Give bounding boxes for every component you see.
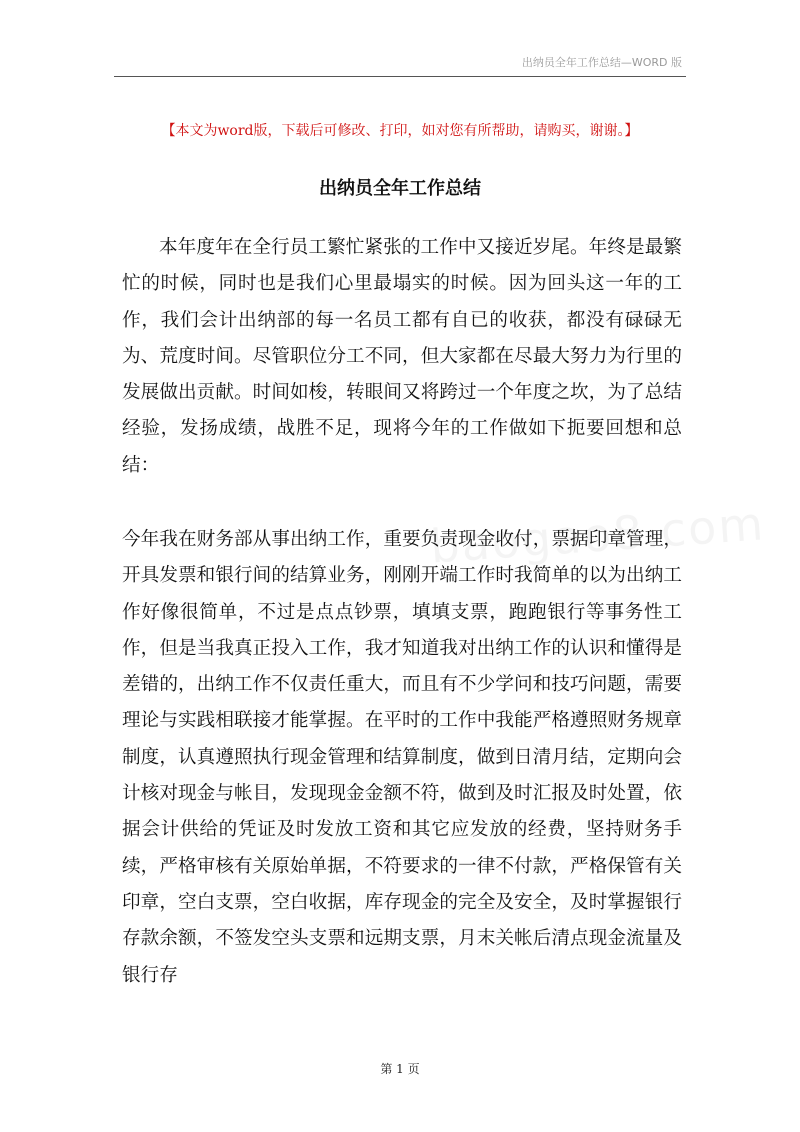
body-paragraph-2: 今年我在财务部从事出纳工作，重要负责现金收付，票据印章管理，开具发票和银行间的结算业务，刚刚开端工作时我简单的以为出纳工作好像很简单，不过是点点钞票，填填支票，跑跑银行等事务性工作，但是当我真正投入工作，我才知道我对出纳工作的认识和懂得是差错的，出纳工作不仅责任重大，而且有不少学问和技巧问题，需要理论与实践相联接才能掌握。在平时的工作中我能严格遵照财务规章制度，认真遵照执行现金管理和结算制度，做到日清月结，定期向会计核对现金与帐目，发现现金金额不符，做到及时汇报及时处置，依据会计供给的凭证及时发放工资和其它应发放的经费，坚持财务手续，严格审核有关原始单据，不符要求的一律不付款，严格保管有关印章，空白支票，空白收据，库存现金的完全及安全，及时掌握银行存款余额，不签发空头支票和远期支票，月末关帐后清点现金流量及银行存 bbox=[122, 529, 682, 986]
purchase-notice: 【本文为word版，下载后可修改、打印，如对您有所帮助，请购买，谢谢。】 bbox=[161, 123, 639, 139]
running-header: 出纳员全年工作总结—WORD 版 bbox=[521, 56, 682, 69]
page-number: 第 1 页 bbox=[380, 1062, 420, 1076]
header-divider bbox=[114, 76, 686, 77]
body-paragraph-1: 本年度年在全行员工繁忙紧张的工作中又接近岁尾。年终是最繁忙的时候，同时也是我们心里最塌实的时候。因为回头这一年的工作，我们会计出纳部的每一名员工都有自已的收获，都没有碌碌无为、荒度时间。尽管职位分工不同，但大家都在尽最大努力为行里的发展做出贡献。时间如梭，转眼间又将跨过一个年度之坎，为了总结经验，发扬成绩，战胜不足，现将今年的工作做如下扼要回想和总结： bbox=[122, 237, 682, 476]
document-title: 出纳员全年工作总结 bbox=[319, 178, 481, 199]
